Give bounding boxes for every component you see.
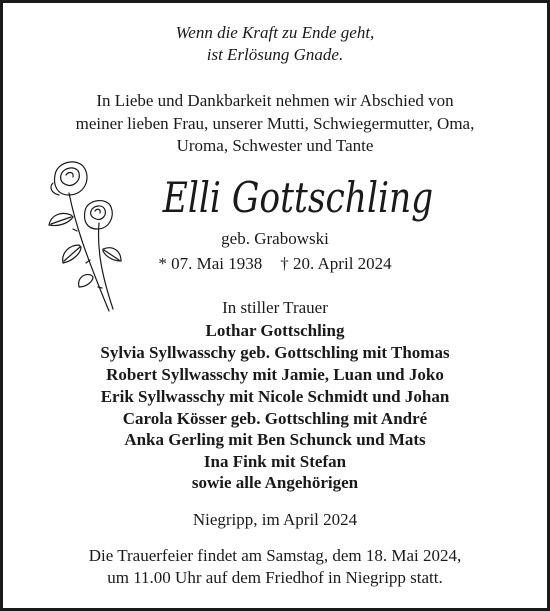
mourner-line: Robert Syllwasschy mit Jamie, Luan und Joko — [106, 365, 444, 384]
maiden-name: geb. Grabowski — [221, 229, 329, 248]
mourner-line: sowie alle Angehörigen — [191, 473, 359, 492]
mourner-line: Lothar Gottschling — [205, 321, 345, 340]
birth-date: * 07. Mai 1938 — [158, 254, 263, 273]
mourner-line: Carola Kösser geb. Gottschling mit André — [122, 409, 428, 428]
mourners-lead: In stiller Trauer — [222, 298, 328, 317]
motto-line-1: Wenn die Kraft zu Ende geht, — [175, 23, 375, 42]
motto-line-2: ist Erlösung Gnade. — [206, 45, 344, 64]
place-date: Niegripp, im April 2024 — [192, 510, 358, 529]
service-line-1: Die Trauerfeier findet am Samstag, dem 18. Mai 2024, — [88, 546, 462, 565]
intro-line-2: meiner lieben Frau, unserer Mutti, Schwiegermutter, Oma, — [75, 114, 475, 133]
intro-line-3: Uroma, Schwester und Tante — [176, 136, 374, 155]
mourner-line: Sylvia Syllwasschy geb. Gottschling mit Thomas — [100, 343, 450, 362]
death-date: † 20. April 2024 — [280, 254, 392, 273]
intro-line-1: In Liebe und Dankbarkeit nehmen wir Abschied von — [96, 91, 454, 110]
mourner-line: Anka Gerling mit Ben Schunck und Mats — [124, 430, 426, 449]
life-dates — [3, 254, 547, 274]
service-line-2: um 11.00 Uhr auf dem Friedhof in Niegripp statt. — [107, 568, 443, 587]
mourner-line: Erik Syllwasschy mit Nicole Schmidt und Johan — [100, 387, 450, 406]
deceased-name: Elli Gottschling — [162, 173, 434, 222]
mourner-line: Ina Fink mit Stefan — [203, 452, 347, 471]
